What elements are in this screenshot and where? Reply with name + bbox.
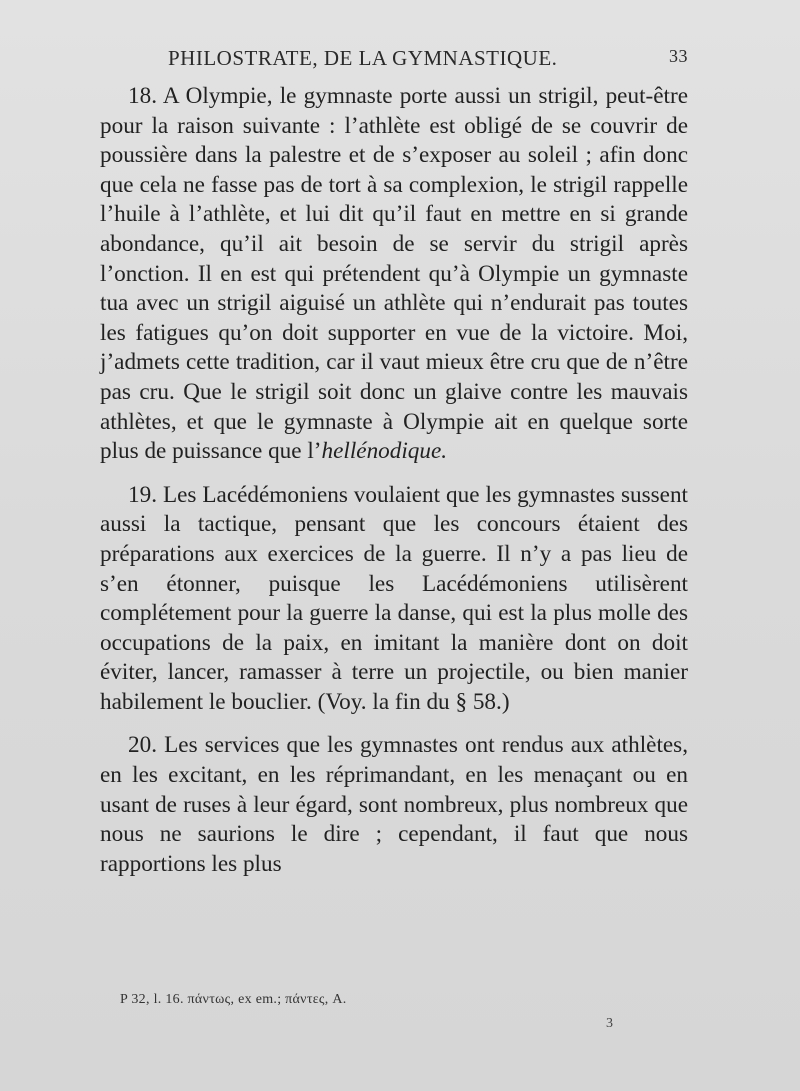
paragraph-text: Les services que les gymnastes ont rendus aux athlètes, en les excitant, en les réprimandant, en les menaçant ou en usant de ruses à leur égard, sont nombreux, plus nombreux que nous ne saurions le dire ; cependant, il faut que nous rapportions les plus [100,732,688,877]
section-number: 19. [128,481,157,508]
paragraph-text: A Olympie, le gymnaste porte aussi un strigil, peut-être pour la raison suivante : l’athlète est obligé de se couvrir de poussière dans la palestre et de s’exposer au soleil ; afin donc que cela ne fasse pas de tort à sa complexion, le strigil rappelle l’huile à l’athlète, et lui dit qu’il faut en mettre en si grande abondance, qu’il ait besoin de se servir du strigil après l’onction. Il en est qui prétendent qu’à Olympie un gymnaste tua avec un strigil aiguisé un athlète qui n’endurait pas toutes les fatigues qu’on doit supporter en vue de la victoire. Moi, j’admets cette tradition, car il vaut mieux être cru que de n’être pas cru. Que le strigil soit donc un glaive contre les mauvais athlètes, et que le gymnaste à Olympie ait en quelque sorte plus de puissance que l’ [100,83,688,465]
paragraph-18 [100,82,688,467]
paragraph-19 [100,481,688,718]
body-text [100,82,688,879]
paragraph-20 [100,731,688,879]
section-number: 18. [128,83,157,109]
running-title: PHILOSTRATE, DE LA GYMNASTIQUE. [168,46,558,70]
footnote: P 32, l. 16. πάντως, ex em.; πάντες, A. [120,992,347,1007]
section-number: 20. [128,732,157,759]
italic-term: hellénodique. [321,438,448,465]
page-number: 33 [669,46,688,66]
paragraph-text: Les Lacédémoniens voulaient que les gymnastes sussent aussi la tactique, pensant que les concours étaient des préparations aux exercices de la guerre. Il n’y a pas lieu de s’en étonner, puisque les Lacédémoniens utilisèrent complétement pour la guerre la danse, qui est la plus molle des occupations de la paix, en imitant la manière dont on doit éviter, lancer, ramasser à terre un projectile, ou bien manier habilement le bouclier. (Voy. la fin du § 58.) [100,481,688,715]
signature-mark: 3 [606,1016,613,1031]
